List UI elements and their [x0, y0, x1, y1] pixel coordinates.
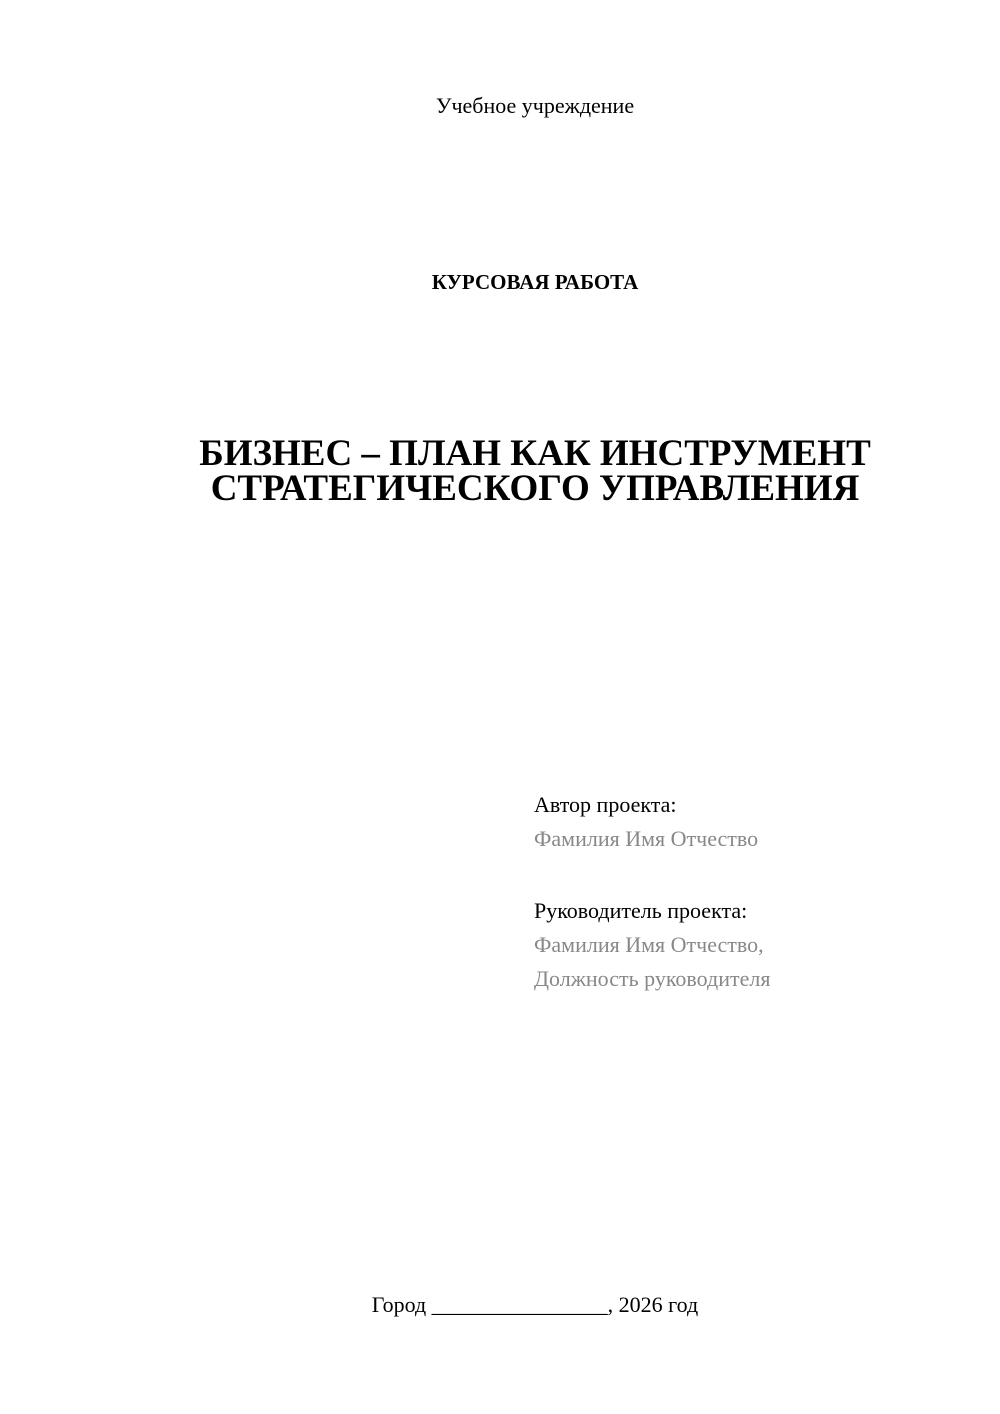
city-year-footer: Город ________________, 2026 год: [371, 1292, 699, 1317]
document-title-line-1: БИЗНЕС – ПЛАН КАК ИНСТРУМЕНТ: [199, 433, 871, 474]
document-title: [0, 433, 1000, 509]
document-title-line-2: СТРАТЕГИЧЕСКОГО УПРАВЛЕНИЯ: [210, 468, 860, 509]
credits-spacer: [534, 856, 974, 894]
work-type-heading: КУРСОВАЯ РАБОТА: [431, 270, 639, 294]
supervisor-label: Руководитель проекта:: [534, 898, 748, 923]
credits-block: [534, 788, 974, 996]
supervisor-position: Должность руководителя: [534, 966, 771, 991]
author-name: Фамилия Имя Отчество: [534, 826, 759, 851]
supervisor-name: Фамилия Имя Отчество,: [534, 932, 764, 957]
author-label: Автор проекта:: [534, 792, 677, 817]
institution-name: Учебное учреждение: [435, 93, 635, 118]
